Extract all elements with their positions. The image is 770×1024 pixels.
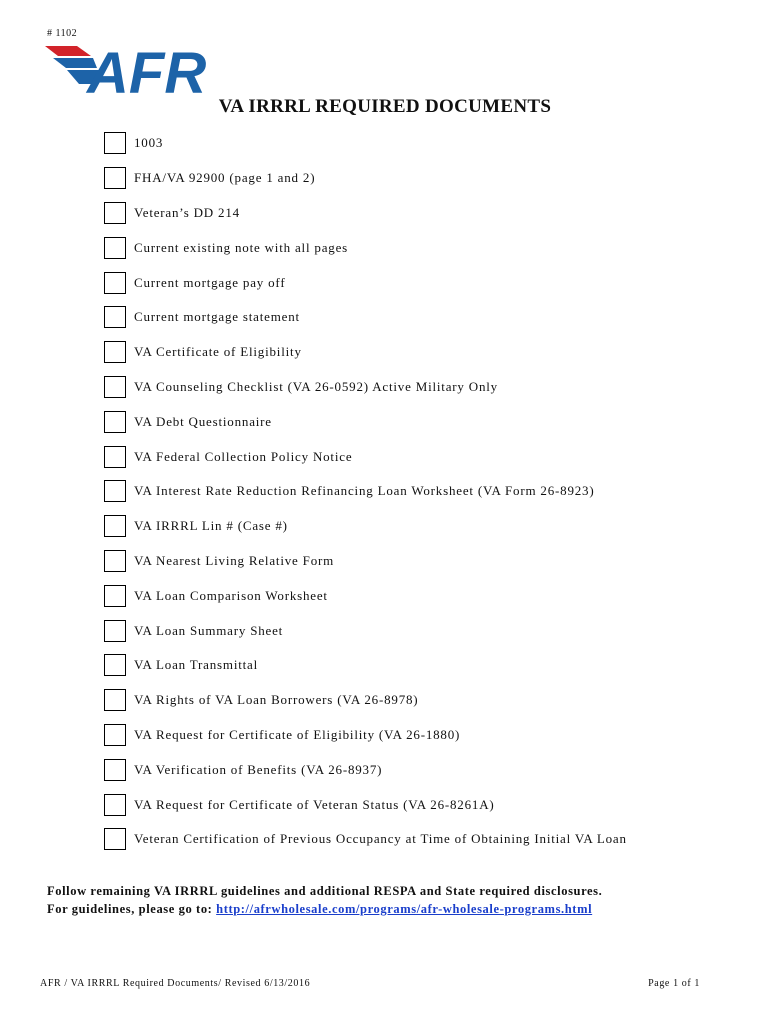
checklist-item-label: VA Loan Transmittal <box>134 657 259 673</box>
checklist-item <box>104 335 627 370</box>
checklist-item <box>104 718 627 753</box>
checklist-item-label: VA Certificate of Eligibility <box>134 344 302 360</box>
checkbox[interactable] <box>104 550 126 572</box>
checklist-item-label: 1003 <box>134 135 164 151</box>
checklist-item-label: VA Counseling Checklist (VA 26-0592) Active Military Only <box>134 378 498 394</box>
checkbox[interactable] <box>104 306 126 328</box>
checklist-item <box>104 578 627 613</box>
logo-red-stripe <box>45 46 91 56</box>
checklist-item-label: Veteran’s DD 214 <box>134 204 240 220</box>
form-number: # 1102 <box>47 28 78 39</box>
checkbox[interactable] <box>104 689 126 711</box>
checklist-item-label: VA Federal Collection Policy Notice <box>134 448 353 464</box>
checkbox[interactable] <box>104 446 126 468</box>
checklist-item <box>104 265 627 300</box>
guidelines-link[interactable]: http://afrwholesale.com/programs/afr-wholesale-programs.html <box>216 902 593 916</box>
checklist-item-label: VA Verification of Benefits (VA 26-8937) <box>134 761 383 777</box>
checklist-item-label: VA Rights of VA Loan Borrowers (VA 26-8978) <box>134 692 419 708</box>
checklist-item-label: Current mortgage pay off <box>134 274 286 290</box>
checkbox[interactable] <box>104 828 126 850</box>
checkbox[interactable] <box>104 794 126 816</box>
checklist-item-label: VA Interest Rate Reduction Refinancing Loan Worksheet (VA Form 26-8923) <box>134 483 595 499</box>
checkbox[interactable] <box>104 411 126 433</box>
checklist-item-label: VA Loan Comparison Worksheet <box>134 587 328 603</box>
checklist-item-label: VA Request for Certificate of Eligibility (VA 26-1880) <box>134 726 461 742</box>
checklist-item <box>104 230 627 265</box>
checklist-item <box>104 439 627 474</box>
guidelines-note <box>47 882 602 918</box>
checklist-item <box>104 752 627 787</box>
checklist-item <box>104 126 627 161</box>
checkbox[interactable] <box>104 515 126 537</box>
checklist-item-label: VA Request for Certificate of Veteran Status (VA 26-8261A) <box>134 796 495 812</box>
checkbox[interactable] <box>104 272 126 294</box>
checklist-item <box>104 196 627 231</box>
checkbox[interactable] <box>104 759 126 781</box>
page-number: Page 1 of 1 <box>648 978 700 989</box>
checkbox[interactable] <box>104 480 126 502</box>
checkbox[interactable] <box>104 724 126 746</box>
checkbox[interactable] <box>104 620 126 642</box>
guidelines-line-1: Follow remaining VA IRRRL guidelines and additional RESPA and State required disclosures. <box>47 884 603 898</box>
checklist-item-label: Veteran Certification of Previous Occupancy at Time of Obtaining Initial VA Loan <box>134 831 627 847</box>
document-footer-revision: AFR / VA IRRRL Required Documents/ Revised 6/13/2016 <box>40 978 311 989</box>
checklist-item <box>104 300 627 335</box>
checkbox[interactable] <box>104 654 126 676</box>
checklist-item-label: VA IRRRL Lin # (Case #) <box>134 518 288 534</box>
checklist-item-label: Current mortgage statement <box>134 309 300 325</box>
checklist-item <box>104 683 627 718</box>
checklist-item <box>104 161 627 196</box>
afr-logo <box>45 40 235 96</box>
checkbox[interactable] <box>104 341 126 363</box>
checklist-item <box>104 370 627 405</box>
checklist-item <box>104 822 627 857</box>
checklist-item-label: VA Debt Questionnaire <box>134 413 272 429</box>
checkbox[interactable] <box>104 376 126 398</box>
checklist-item-label: VA Loan Summary Sheet <box>134 622 284 638</box>
checkbox[interactable] <box>104 132 126 154</box>
document-checklist <box>104 126 627 857</box>
logo-text: AFR <box>87 41 207 96</box>
checklist-item-label: FHA/VA 92900 (page 1 and 2) <box>134 170 316 186</box>
checkbox[interactable] <box>104 167 126 189</box>
checkbox[interactable] <box>104 585 126 607</box>
checklist-item <box>104 787 627 822</box>
checklist-item <box>104 544 627 579</box>
checkbox[interactable] <box>104 202 126 224</box>
checklist-item <box>104 613 627 648</box>
guidelines-line-2 <box>47 900 602 918</box>
checklist-item-label: Current existing note with all pages <box>134 239 349 255</box>
checklist-item <box>104 509 627 544</box>
guidelines-prefix: For guidelines, please go to: <box>47 902 217 916</box>
checklist-item <box>104 404 627 439</box>
checklist-item <box>104 474 627 509</box>
page-title: VA IRRRL REQUIRED DOCUMENTS <box>218 96 552 117</box>
checklist-item-label: VA Nearest Living Relative Form <box>134 552 335 568</box>
checkbox[interactable] <box>104 237 126 259</box>
checklist-item <box>104 648 627 683</box>
